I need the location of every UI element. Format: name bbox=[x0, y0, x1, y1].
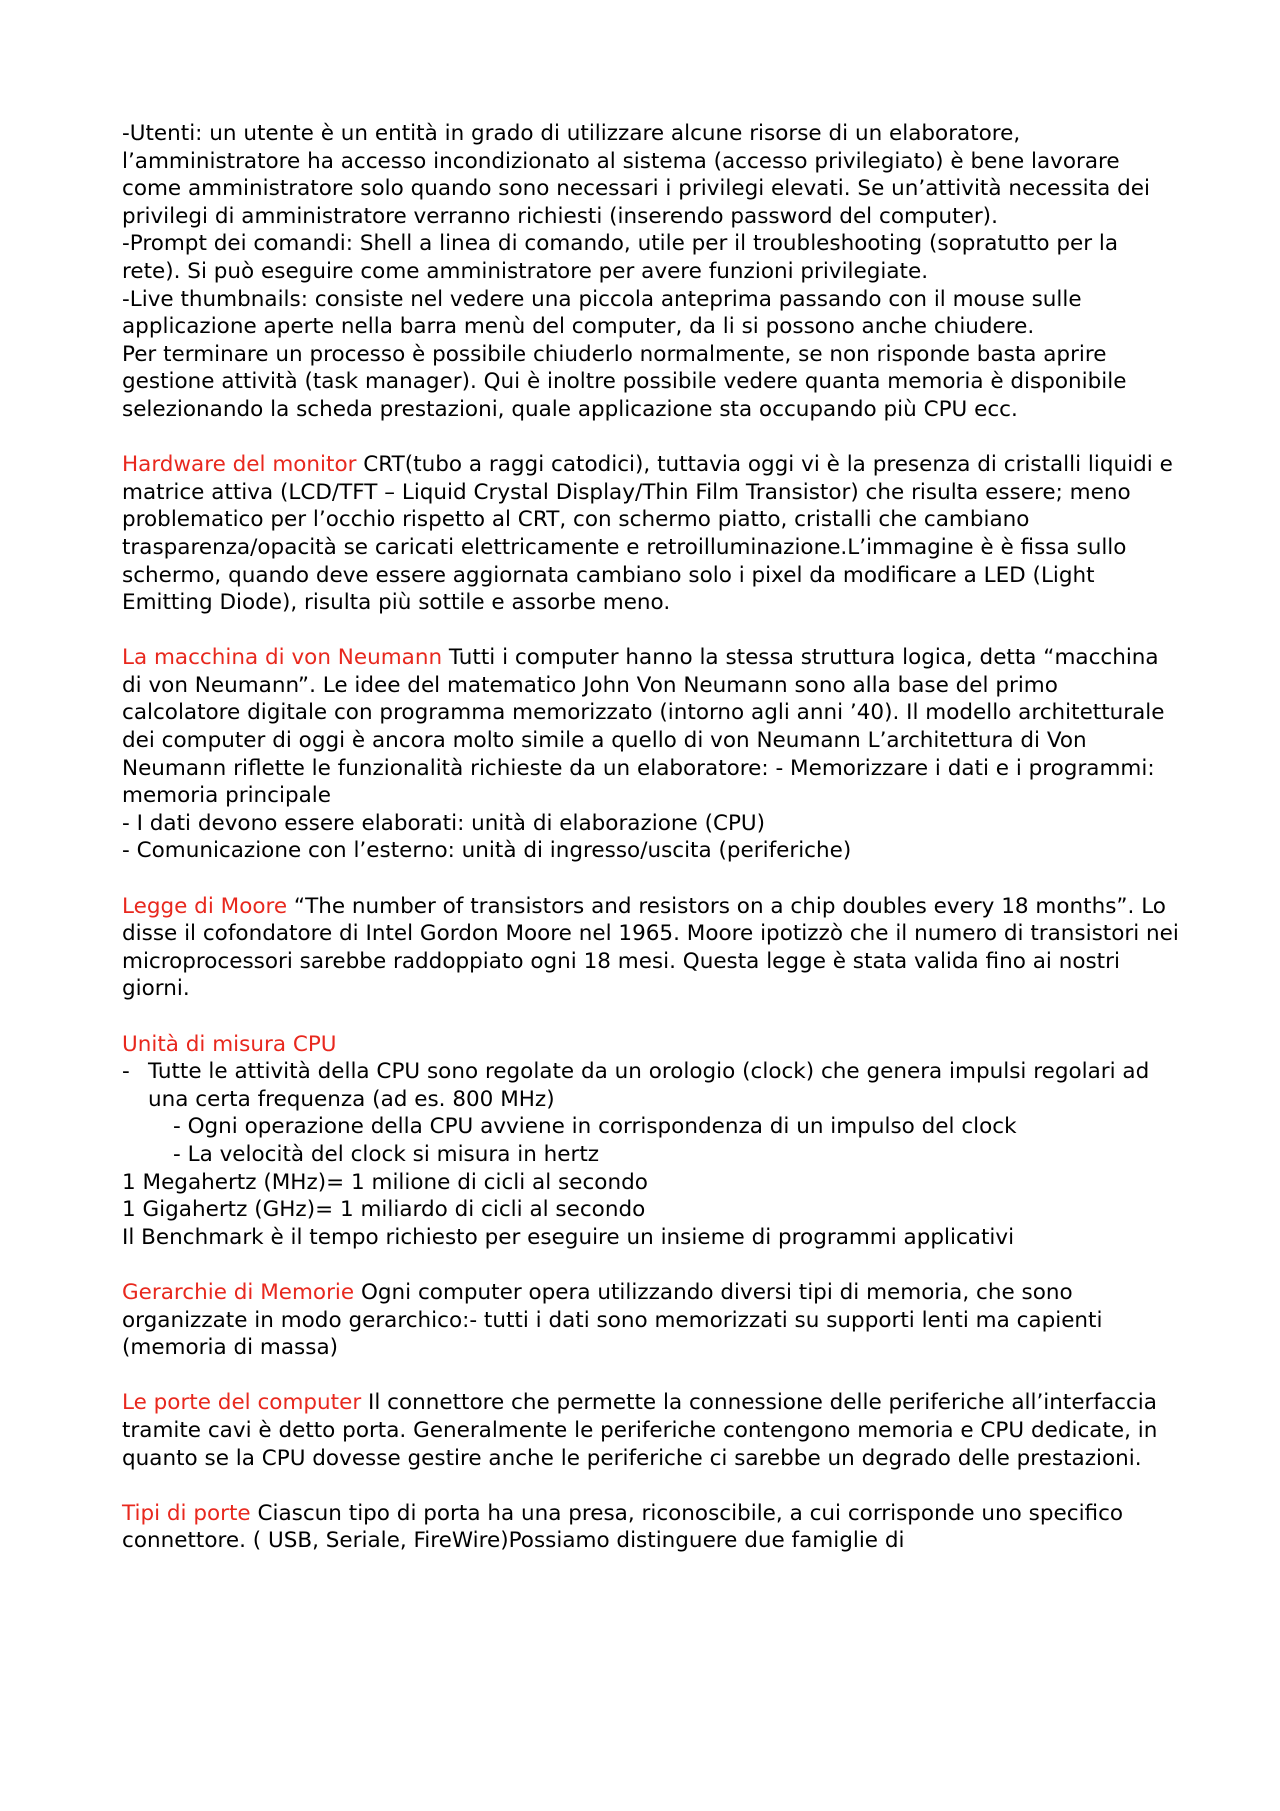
hardware-text: CRT(tubo a raggi catodici), tuttavia oggi vi è la presenza di cristalli liquidi e matrice attiva (LCD/TFT – Liquid Crystal Display/Thin Film Transistor) che risulta essere; meno problematico per l’occhio rispetto al CRT, con schermo piatto, cristalli che cambiano trasparenza/opacità se caricati elettricamente e retroilluminazione.L’immagine è è fissa sullo schermo, quando deve essere aggiornata cambiano solo i pixel da modificare a LED (Light Emitting Diode), risulta più sottile e assorbe meno. bbox=[122, 452, 1173, 616]
neumann-text: Tutti i computer hanno la stessa struttura logica, detta “macchina di von Neumann”. Le idee del matematico John Von Neumann sono alla base del primo calcolatore digitale con programma memorizzato (intorno agli anni ’40). Il modello architetturale dei computer di oggi è ancora molto simile a quello di von Neumann L’architettura di Von Neumann riflette le funzionalità richieste da un elaboratore: - Memorizzare i dati e i programmi: memoria principale bbox=[122, 645, 1165, 809]
cpu-heading: Unità di misura CPU bbox=[122, 1031, 337, 1057]
cpu-sub-item: - La velocità del clock si misura in hertz bbox=[173, 1141, 600, 1167]
document-page bbox=[122, 120, 1182, 1555]
porte-section bbox=[122, 1389, 1182, 1472]
prompt-paragraph: -Prompt dei comandi: Shell a linea di comando, utile per il troubleshooting (sopratutto per la rete). Si può eseguire come amministratore per avere funzioni privilegiate. bbox=[122, 231, 1119, 284]
moore-text: “The number of transistors and resistors on a chip doubles every 18 months”. Lo disse il cofondatore di Intel Gordon Moore nel 1965. Moore ipotizzò che il numero di transistori nei microprocessori sarebbe raddoppiato ogni 18 mesi. Questa legge è stata valida fino ai nostri giorni. bbox=[122, 893, 1179, 1002]
porte-heading: Le porte del computer bbox=[122, 1390, 362, 1416]
moore-section bbox=[122, 893, 1182, 1003]
processo-paragraph: Per terminare un processo è possibile chiuderlo normalmente, se non risponde basta aprire gestione attività (task manager). Qui è inoltre possibile vedere quanta memoria è disponibile selezionando la scheda prestazioni, quale applicazione sta occupando più CPU ecc. bbox=[122, 341, 1127, 422]
benchmark-line: Il Benchmark è il tempo richiesto per eseguire un insieme di programmi applicativi bbox=[122, 1224, 1015, 1250]
ghz-line: 1 Gigahertz (GHz)= 1 miliardo di cicli al secondo bbox=[122, 1197, 646, 1223]
neumann-line-cpu: - I dati devono essere elaborati: unità di elaborazione (CPU) bbox=[122, 810, 766, 836]
memorie-text: Ogni computer opera utilizzando diversi tipi di memoria, che sono organizzate in modo gerarchico:- tutti i dati sono memorizzati su supporti lenti ma capienti (memoria di massa) bbox=[122, 1279, 1103, 1361]
cpu-item-text: Tutte le attività della CPU sono regolate da un orologio (clock) che genera impulsi regolari ad una certa frequenza (ad es. 800 MHz) bbox=[148, 1059, 1150, 1112]
mhz-line: 1 Megahertz (MHz)= 1 milione di cicli al secondo bbox=[122, 1169, 648, 1195]
porte-text: Il connettore che permette la connessione delle periferiche all’interfaccia tramite cavi è detto porta. Generalmente le periferiche contengono memoria e CPU dedicate, in quanto se la CPU dovesse gestire anche le periferiche ci sarebbe un degrado delle prestazioni. bbox=[122, 1390, 1158, 1471]
neumann-line-io: - Comunicazione con l’esterno: unità di ingresso/uscita (periferiche) bbox=[122, 838, 852, 864]
utenti-paragraph: -Utenti: un utente è un entità in grado di utilizzare alcune risorse di un elaboratore, l’amministratore ha accesso incondizionato al sistema (accesso privilegiato) è bene lavorare come amministratore solo quando sono necessari i privilegi elevati. Se un’attività necessita dei privilegi di amministratore verranno richiesti (inserendo password del computer). bbox=[122, 121, 1150, 229]
hardware-section bbox=[122, 451, 1182, 617]
memorie-heading: Gerarchie di Memorie bbox=[122, 1279, 355, 1305]
tipi-heading: Tipi di porte bbox=[122, 1500, 251, 1526]
neumann-heading: La macchina di von Neumann bbox=[122, 645, 443, 671]
tipi-section bbox=[122, 1500, 1182, 1555]
thumbnails-paragraph: -Live thumbnails: consiste nel vedere una piccola anteprima passando con il mouse sulle applicazione aperte nella barra menù del computer, da li si possono anche chiudere. bbox=[122, 286, 1082, 340]
neumann-section bbox=[122, 644, 1182, 810]
cpu-list-item bbox=[122, 1058, 1182, 1168]
moore-heading: Legge di Moore bbox=[122, 893, 288, 919]
hardware-heading: Hardware del monitor bbox=[122, 452, 357, 478]
memorie-section bbox=[122, 1279, 1182, 1362]
tipi-text: Ciascun tipo di porta ha una presa, riconoscibile, a cui corrisponde uno specifico connettore. ( USB, Seriale, FireWire)Possiamo distinguere due famiglie di bbox=[122, 1500, 1124, 1554]
cpu-sub-item: - Ogni operazione della CPU avviene in corrispondenza di un impulso del clock bbox=[173, 1114, 1017, 1140]
list-dash: - bbox=[122, 1059, 130, 1085]
